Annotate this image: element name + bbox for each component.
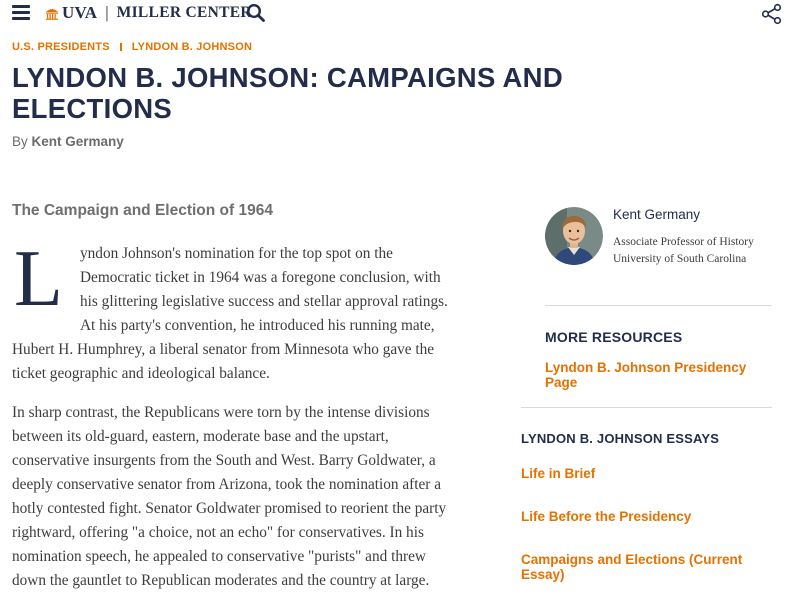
more-resources-heading: MORE RESOURCES [545,329,683,345]
essays-heading: LYNDON B. JOHNSON ESSAYS [521,431,720,446]
author-name[interactable]: Kent Germany [613,207,701,222]
breadcrumb-lyndon-b-johnson[interactable]: LYNDON B. JOHNSON [131,41,253,53]
author-avatar[interactable] [545,207,603,265]
share-icon[interactable] [761,3,783,25]
essay-link-life-before-presidency[interactable]: Life Before the Presidency [521,509,692,524]
article-paragraph-text: In sharp contrast, the Republicans were torn by the intense divisions between its old-guard, eastern, moderate base and the upstart, conservative insurgents from the South and West. Barry Goldwater, a deeply conservative senator from Arizona, took the nomination after a hotly contested fight. Senator Goldwater promised to reorient the party rightward, offering "a choice, not an echo" for conservatives. In his nomination speech, he appealed to conservative "purists" and threw down the gauntlet to Republican moderates and the country at large. [12,404,447,589]
byline-prefix: By [12,134,28,149]
page-title: LYNDON B. JOHNSON: CAMPAIGNS AND ELECTIONS [12,62,563,124]
article-paragraph [12,235,462,386]
search-icon[interactable] [246,3,266,23]
byline-author-link[interactable]: Kent Germany [31,134,124,149]
rotunda-icon [45,6,59,20]
logo-separator: | [105,3,109,22]
essay-link-campaigns-and-elections[interactable]: Campaigns and Elections (Current Essay) [521,552,743,582]
breadcrumb [12,41,252,53]
sidebar-divider [521,407,772,408]
breadcrumb-us-presidents[interactable]: U.S. PRESIDENTS [12,41,110,53]
section-heading: The Campaign and Election of 1964 [12,202,273,219]
top-navigation-bar [0,0,792,28]
sidebar-divider [545,305,772,306]
logo-uva-text: UVA [62,3,98,22]
essay-link-life-in-brief[interactable]: Life in Brief [521,466,596,481]
logo-miller-center-text: MILLER CENTER [116,4,252,21]
hamburger-menu-icon[interactable] [12,4,30,20]
author-position: Associate Professor of History [613,236,754,248]
article-paragraph [12,401,462,593]
drop-cap-letter: L [14,235,63,323]
article-body [12,235,462,600]
author-institution: University of South Carolina [613,253,747,265]
miller-center-logo[interactable] [45,3,252,23]
article-paragraph-text: yndon Johnson's nomination for the top spot on the Democratic ticket in 1964 was a foregone conclusion, with his glittering legislative success and stellar approval ratings. At his party's convention, he introduced his running mate, Hubert H. Humphrey, a liberal senator from Minnesota who gave the ticket geographic and ideological balance. [12,245,448,382]
breadcrumb-separator [120,43,122,51]
presidency-page-link[interactable]: Lyndon B. Johnson Presidency Page [545,360,747,390]
author-card [545,207,785,287]
author-title [613,234,792,268]
byline [12,134,124,149]
